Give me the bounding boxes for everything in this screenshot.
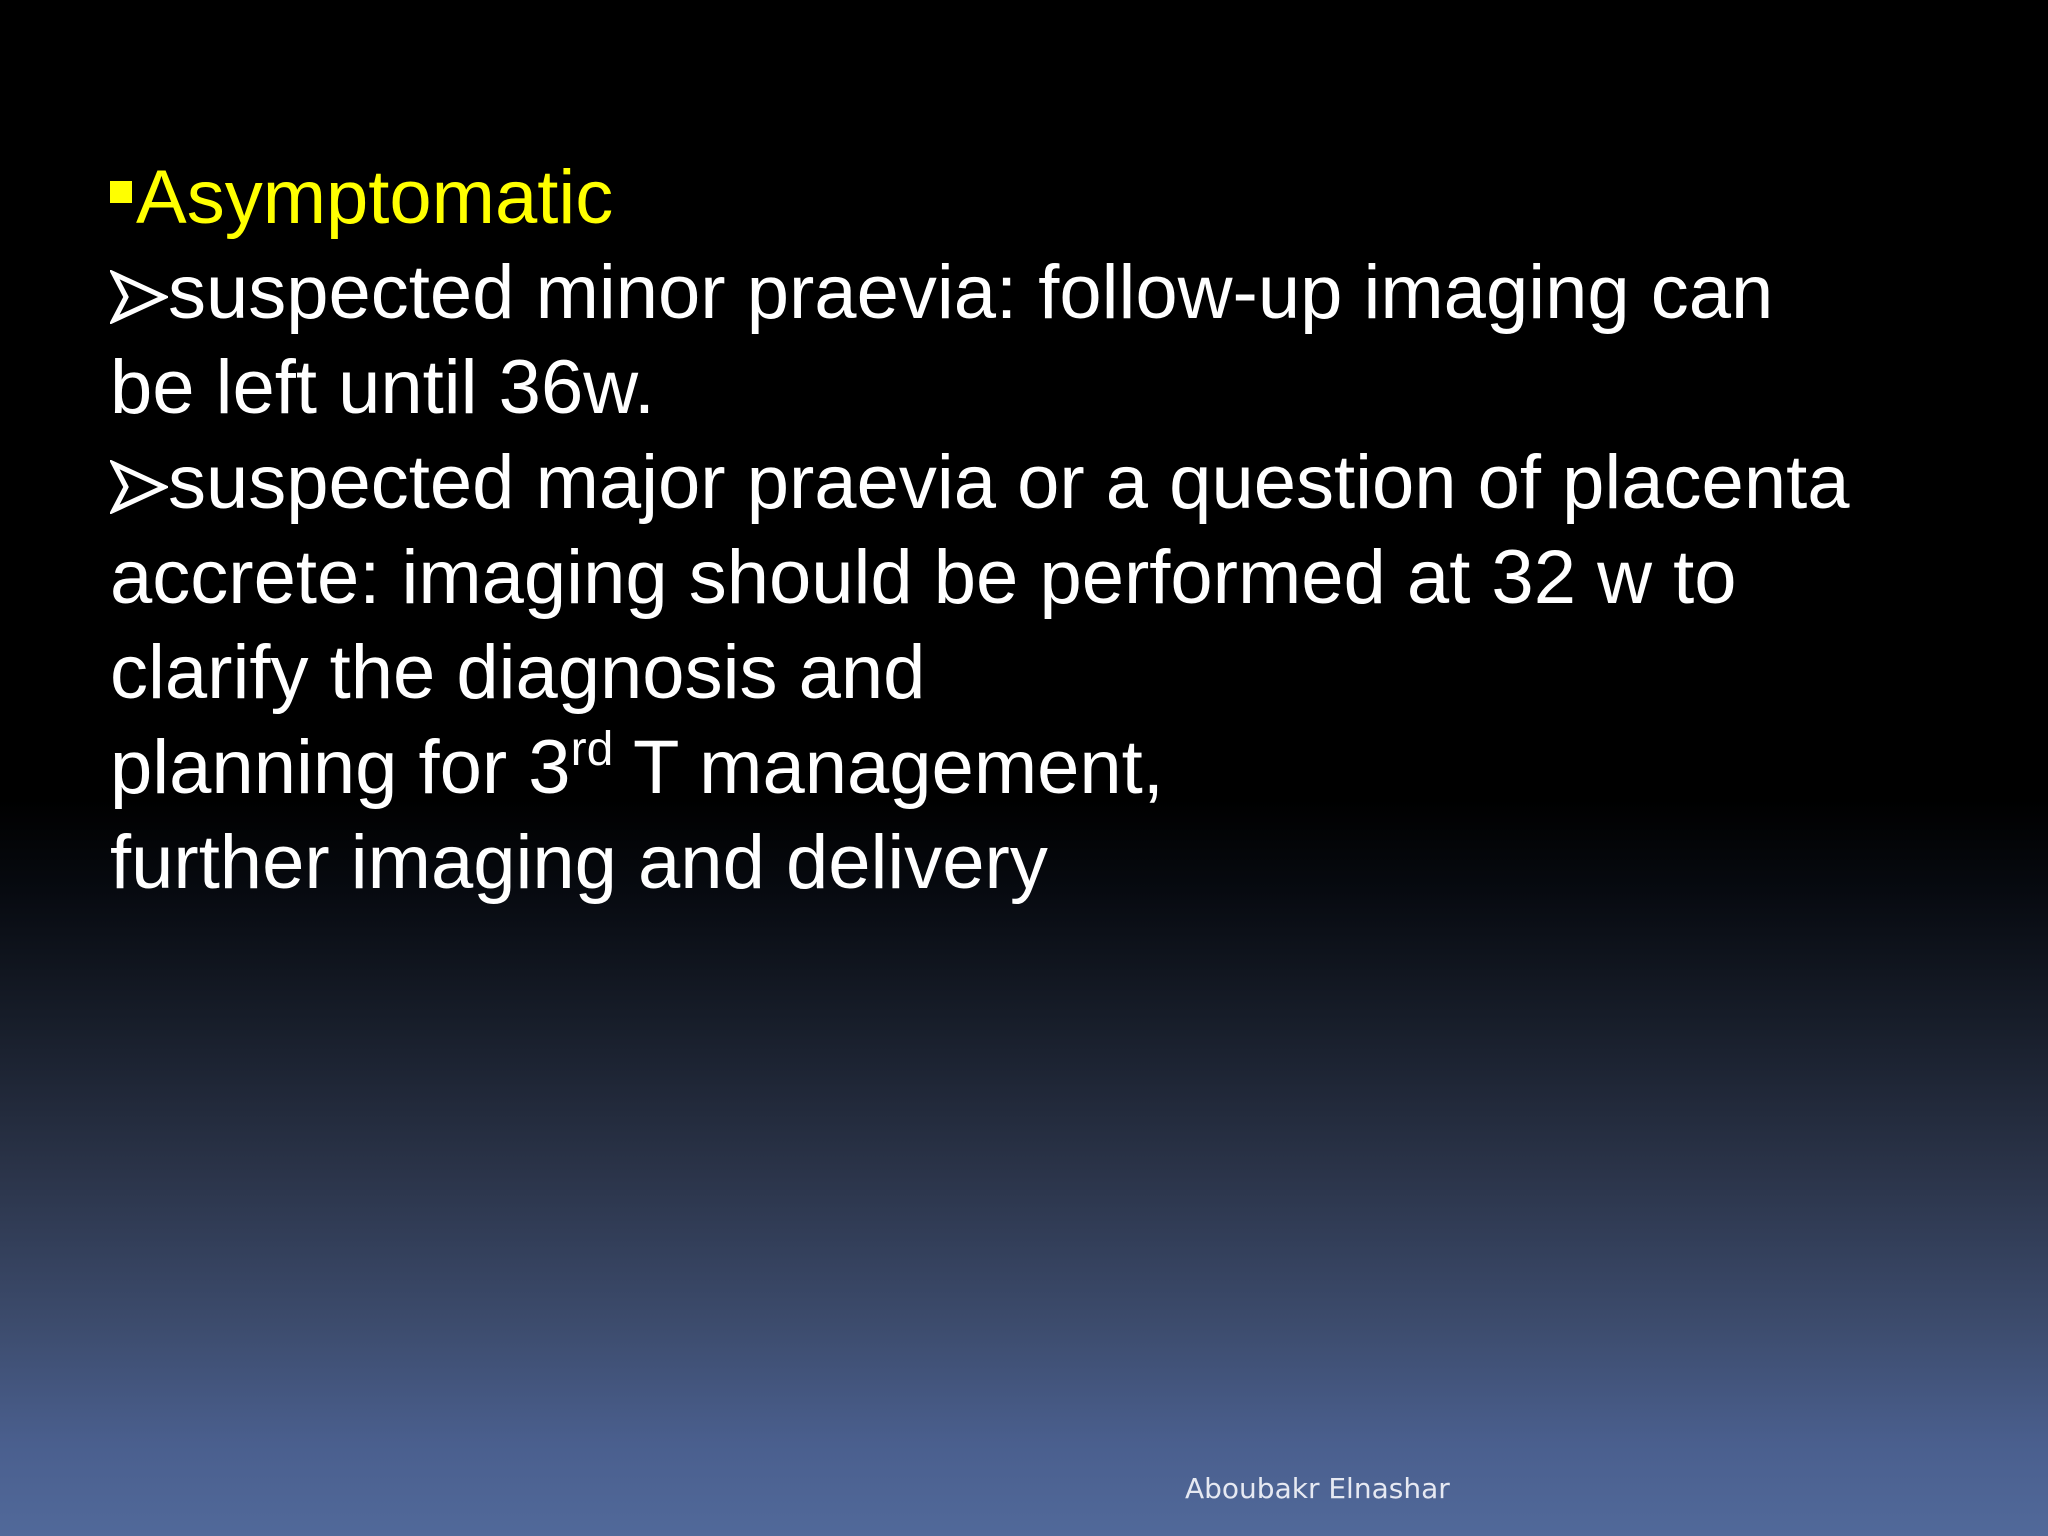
item-line — [110, 530, 1990, 625]
footer-author: Aboubakr Elnashar — [1185, 1472, 1450, 1505]
square-bullet-icon — [110, 181, 132, 203]
item-line — [110, 625, 1990, 720]
last-line: further imaging and delivery — [110, 820, 1048, 905]
planning-text-before: planning for 3 — [110, 725, 571, 810]
item-line — [110, 340, 1990, 435]
ordinal-superscript: rd — [570, 723, 614, 776]
slide-content — [110, 150, 1990, 910]
arrow-bullet-icon — [110, 270, 168, 324]
planning-line — [110, 720, 1990, 815]
bullet-item-minor-praevia — [110, 245, 1990, 435]
item-text: suspected major praevia or a question of placenta — [168, 440, 1850, 525]
item-line — [110, 245, 1990, 340]
item-line — [110, 435, 1990, 530]
item-text: be left until 36w. — [110, 345, 656, 430]
item-text: accrete: imaging should be performed at 32 w to — [110, 535, 1737, 620]
arrow-bullet-icon — [110, 460, 168, 514]
planning-text-after: T management, — [613, 725, 1164, 810]
slide-heading — [110, 150, 1990, 245]
item-text: suspected minor praevia: follow-up imaging can — [168, 250, 1774, 335]
bullet-item-major-praevia — [110, 435, 1990, 720]
item-text: clarify the diagnosis and — [110, 630, 926, 715]
heading-text: Asymptomatic — [136, 155, 614, 240]
